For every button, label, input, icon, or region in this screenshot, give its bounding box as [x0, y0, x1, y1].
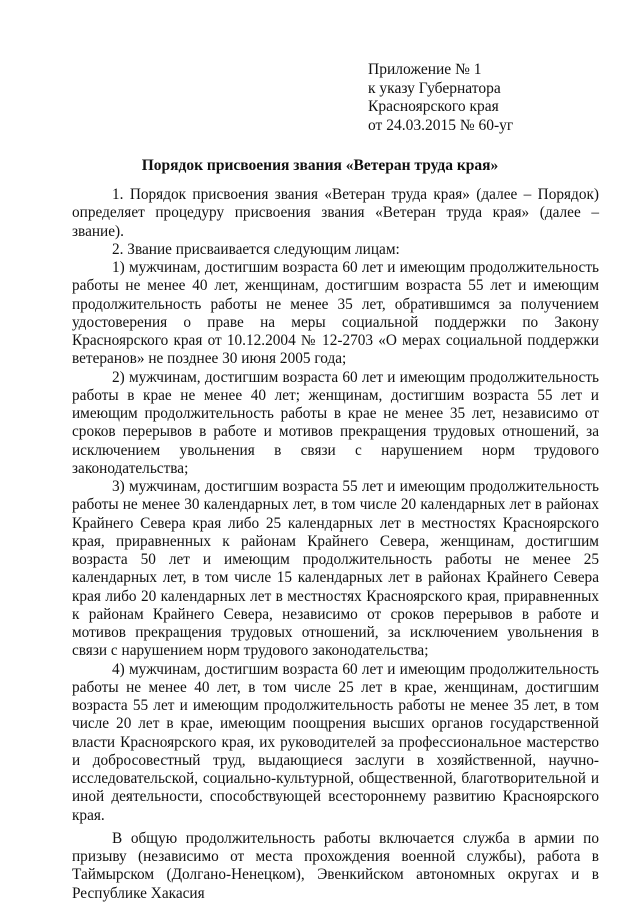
paragraph-2: 2. Звание присваивается следующим лицам:	[112, 240, 400, 258]
item-1: 1) мужчинам, достигшим возраста 60 лет и имеющим продолжительность работы не менее 40 лет, женщинам, достигшим возраста 55 лет и имеющим продолжительность работы не менее 35 лет, обратившимся за получением удостоверения о праве на меры социальной поддержки по Закону Красноярского края от 10.12.2004 № 12-2703 «О мерах социальной поддержки ветеранов» не позднее 30 июня 2005 года;	[72, 259, 599, 368]
item-3: 3) мужчинам, достигшим возраста 55 лет и имеющим продолжительность работы не менее 30 календарных лет, в том числе 20 календарных лет в районах Крайнего Севера края либо 25 календарных лет в местностях Красноярского края, приравненных к районам Крайнего Севера, женщинам, достигшим возраста 50 лет и имеющим продолжительность работы не менее 25 календарных лет, в том числе 15 календарных лет в районах Крайнего Севера края либо 20 календарных лет в местностях Красноярского края, приравненных к районам Крайнего Севера, независимо от сроков перерывов в работе и мотивов прекращения трудовых отношений, за исключением увольнения в связи с нарушением норм трудового законодательства;	[72, 478, 599, 660]
item-4: 4) мужчинам, достигшим возраста 60 лет и имеющим продолжительность работы не менее 40 лет, в том числе 25 лет в крае, женщинам, достигшим возраста 55 лет и имеющим продолжительность работы не менее 35 лет, в том числе 20 лет в крае, имеющим поощрения высших органов государственной власти Красноярского края, их руководителей за профессиональное мастерство и добросовестный труд, выдающиеся заслуги в хозяйственной, научно-исследовательской, социально-культурной, общественной, благотворительной и иной деятельности, способствующей всестороннему развитию Красноярского края.	[72, 660, 599, 824]
annex-header	[368, 61, 618, 135]
document-title: Порядок присвоения звания «Ветеран труда края»	[141, 157, 499, 174]
annex-number: Приложение № 1	[368, 61, 482, 78]
document-body	[72, 186, 599, 903]
annex-decree-ref: к указу Губернатора	[368, 79, 501, 97]
annex-region: Красноярского края	[368, 98, 499, 116]
item-2: 2) мужчинам, достигшим возраста 60 лет и имеющим продолжительность работы в крае не менее 40 лет; женщинам, достигшим возраста 55 лет и имеющим продолжительность работы в крае не менее 35 лет, независимо от сроков перерывов в работе и мотивов прекращения трудовых отношений, за исключением увольнения в связи с нарушением норм трудового законодательства;	[72, 368, 599, 477]
paragraph-1: 1. Порядок присвоения звания «Ветеран труда края» (далее – Порядок) определяет процедуру присвоения звания «Ветеран труда края» (далее – звание).	[72, 186, 599, 240]
paragraph-service: В общую продолжительность работы включается служба в армии по призыву (независимо от места прохождения военной службы), работа в Таймырском (Долгано-Ненецком), Эвенкийском автономных округах и в Республике Хакасия	[72, 829, 599, 902]
annex-date: от 24.03.2015 № 60-уг	[368, 116, 514, 134]
